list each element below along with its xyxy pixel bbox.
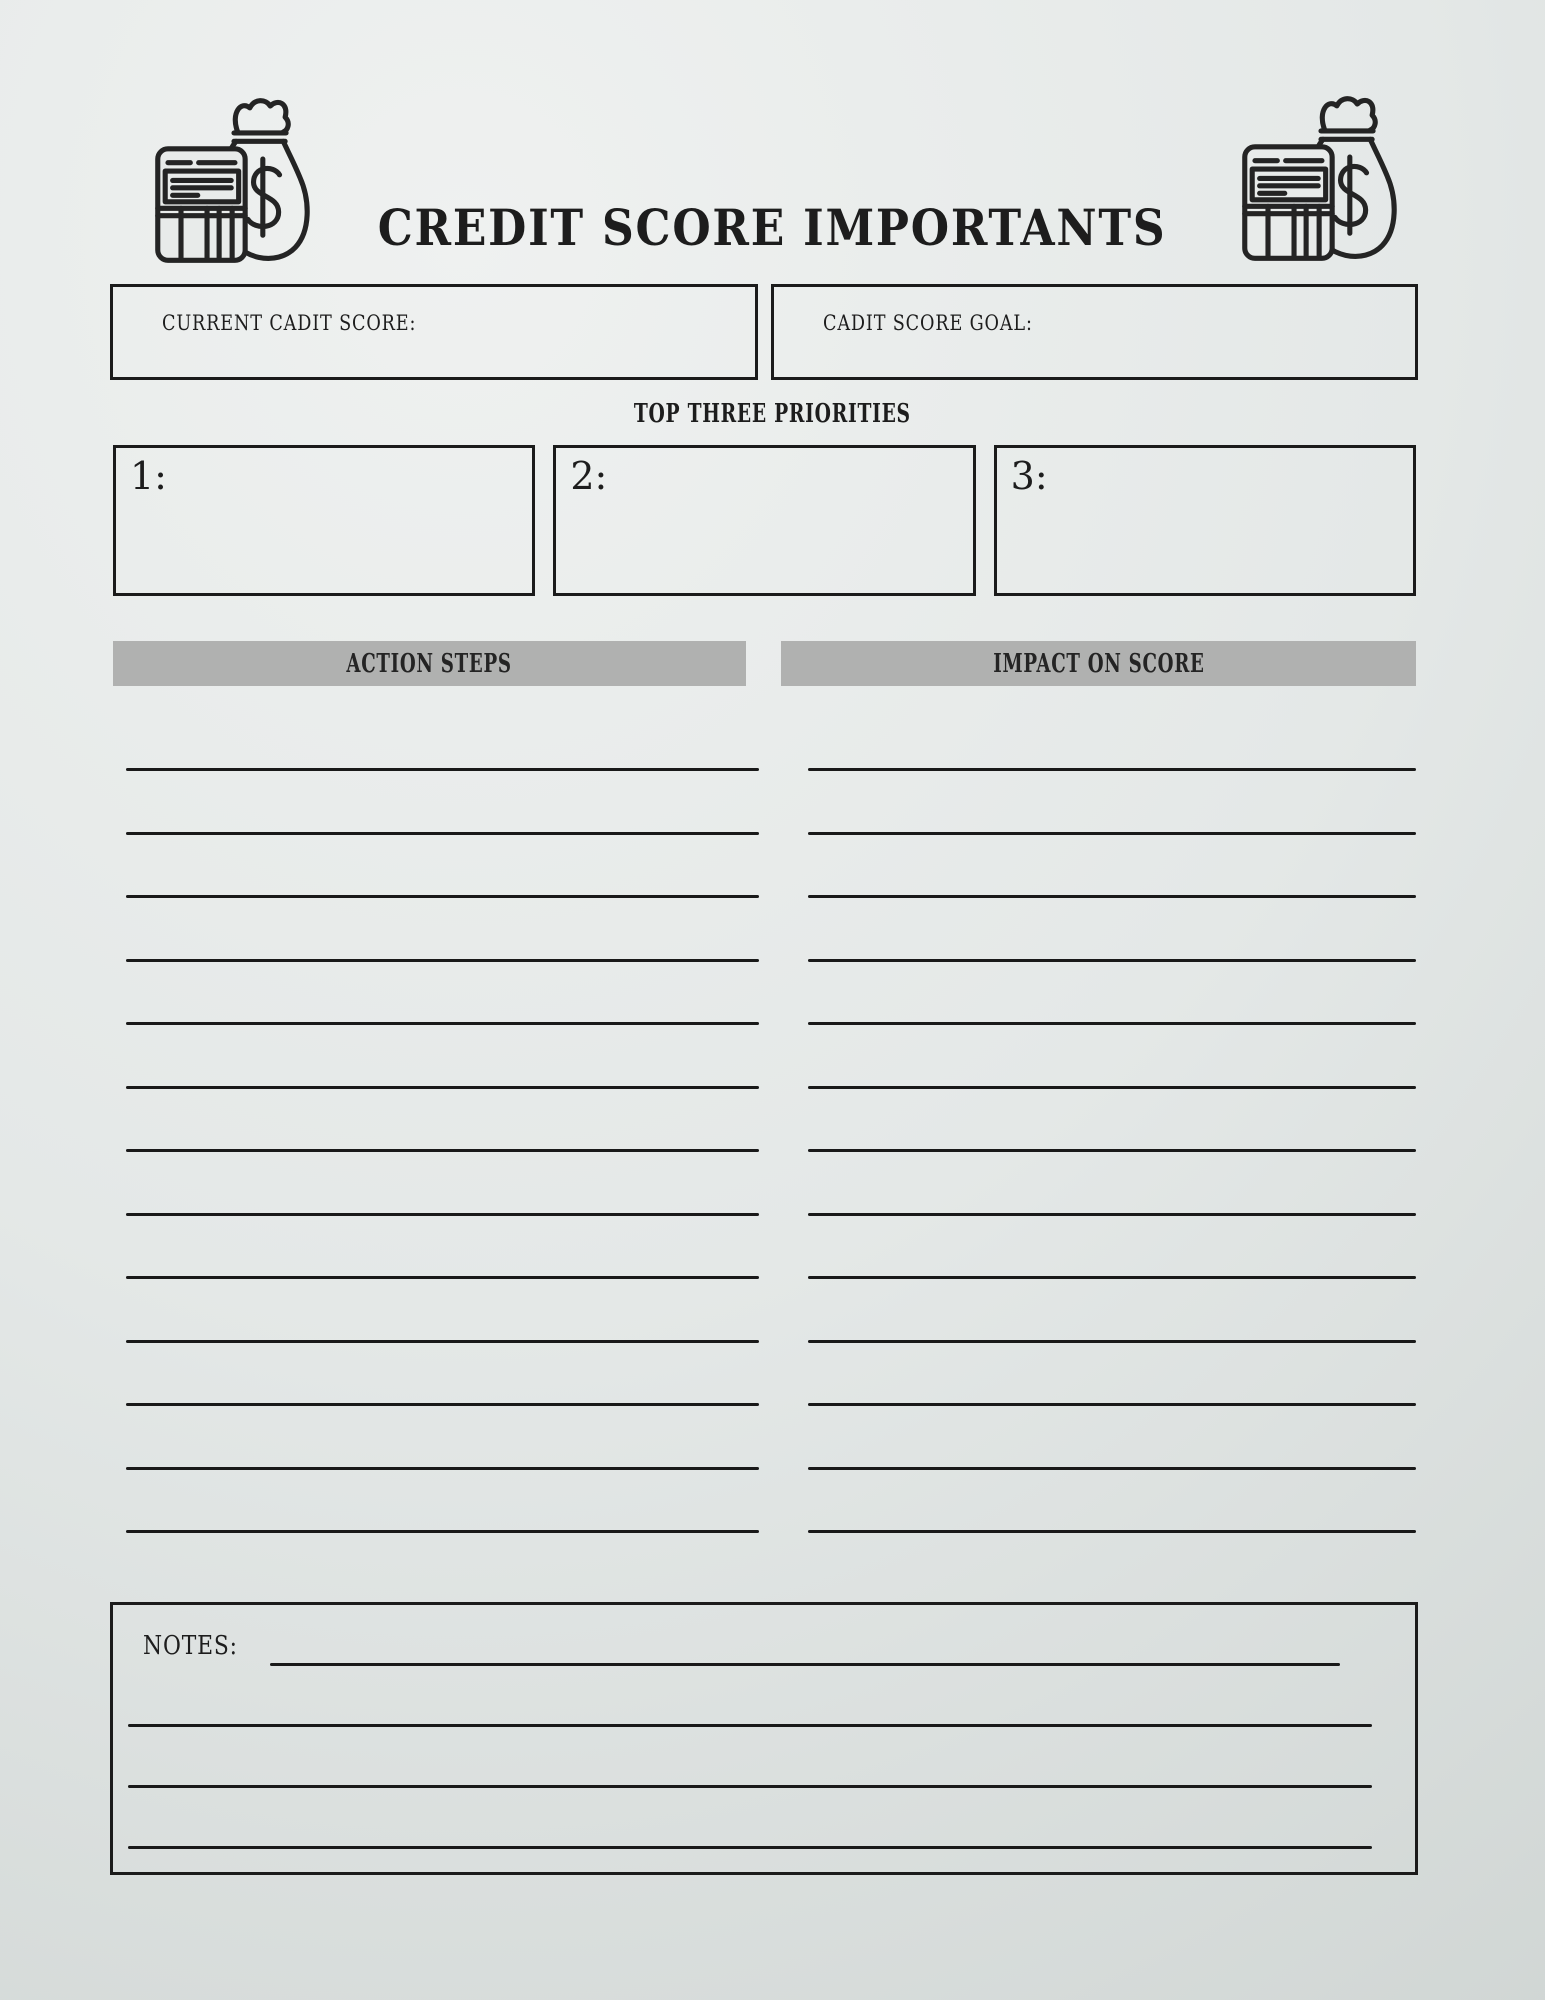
ruled-line[interactable]	[808, 1022, 1416, 1025]
ruled-line[interactable]	[126, 1403, 759, 1406]
ruled-line[interactable]	[126, 1530, 759, 1533]
priority-3-label: 3:	[1010, 454, 1048, 498]
ruled-line[interactable]	[126, 1022, 759, 1025]
ruled-line[interactable]	[270, 1663, 1340, 1666]
priorities-heading	[0, 399, 1545, 429]
ruled-line[interactable]	[808, 1403, 1416, 1406]
ruled-line[interactable]	[126, 959, 759, 962]
notes-box[interactable]	[110, 1602, 1418, 1875]
ruled-line[interactable]	[126, 1213, 759, 1216]
ruled-line[interactable]	[808, 1530, 1416, 1533]
ruled-line[interactable]	[126, 895, 759, 898]
ruled-line[interactable]	[128, 1785, 1372, 1788]
notes-label	[143, 1631, 256, 1661]
column-headers	[113, 641, 1416, 686]
priorities-row	[113, 445, 1416, 596]
notes-lines	[128, 1724, 1372, 1907]
action-steps-header	[113, 641, 746, 686]
ruled-line[interactable]	[808, 895, 1416, 898]
ruled-line[interactable]	[126, 832, 759, 835]
ruled-line[interactable]	[126, 1467, 759, 1470]
action-steps-lines	[126, 768, 759, 1594]
page-title	[0, 198, 1545, 257]
priority-2-label: 2:	[570, 454, 608, 498]
ruled-line[interactable]	[808, 1149, 1416, 1152]
ruled-line[interactable]	[126, 1149, 759, 1152]
impact-on-score-header-text: IMPACT ON SCORE	[992, 648, 1205, 679]
ruled-line[interactable]	[126, 1340, 759, 1343]
ruled-line[interactable]	[126, 1086, 759, 1089]
credit-score-goal-box[interactable]	[771, 284, 1419, 380]
priority-box-2[interactable]	[553, 445, 975, 596]
ruled-line[interactable]	[808, 1086, 1416, 1089]
priority-box-1[interactable]	[113, 445, 535, 596]
impact-on-score-lines	[808, 768, 1416, 1594]
action-steps-header-text: ACTION STEPS	[346, 648, 513, 679]
ruled-line[interactable]	[128, 1724, 1372, 1727]
ruled-line[interactable]	[808, 1213, 1416, 1216]
priorities-heading-text: TOP THREE PRIORITIES	[634, 399, 911, 429]
ruled-line[interactable]	[128, 1846, 1372, 1849]
priority-1-label: 1:	[130, 454, 167, 498]
ruled-line[interactable]	[126, 768, 759, 771]
impact-on-score-header	[781, 641, 1416, 686]
ruled-line[interactable]	[808, 1467, 1416, 1470]
ruled-line[interactable]	[808, 959, 1416, 962]
page-title-text: CREDIT SCORE IMPORTANTS	[378, 197, 1167, 257]
ruled-line[interactable]	[808, 768, 1416, 771]
credit-score-goal-label: CADIT SCORE GOAL:	[822, 311, 1033, 335]
score-boxes-row	[110, 284, 1418, 380]
ruled-line[interactable]	[126, 1276, 759, 1279]
ruled-line[interactable]	[808, 832, 1416, 835]
priority-box-3[interactable]	[994, 445, 1416, 596]
current-credit-score-box[interactable]	[110, 284, 758, 380]
ruled-line[interactable]	[808, 1276, 1416, 1279]
notes-label-text: NOTES:	[143, 1631, 238, 1661]
current-credit-score-label: CURRENT CADIT SCORE:	[162, 311, 417, 335]
ruled-line[interactable]	[808, 1340, 1416, 1343]
